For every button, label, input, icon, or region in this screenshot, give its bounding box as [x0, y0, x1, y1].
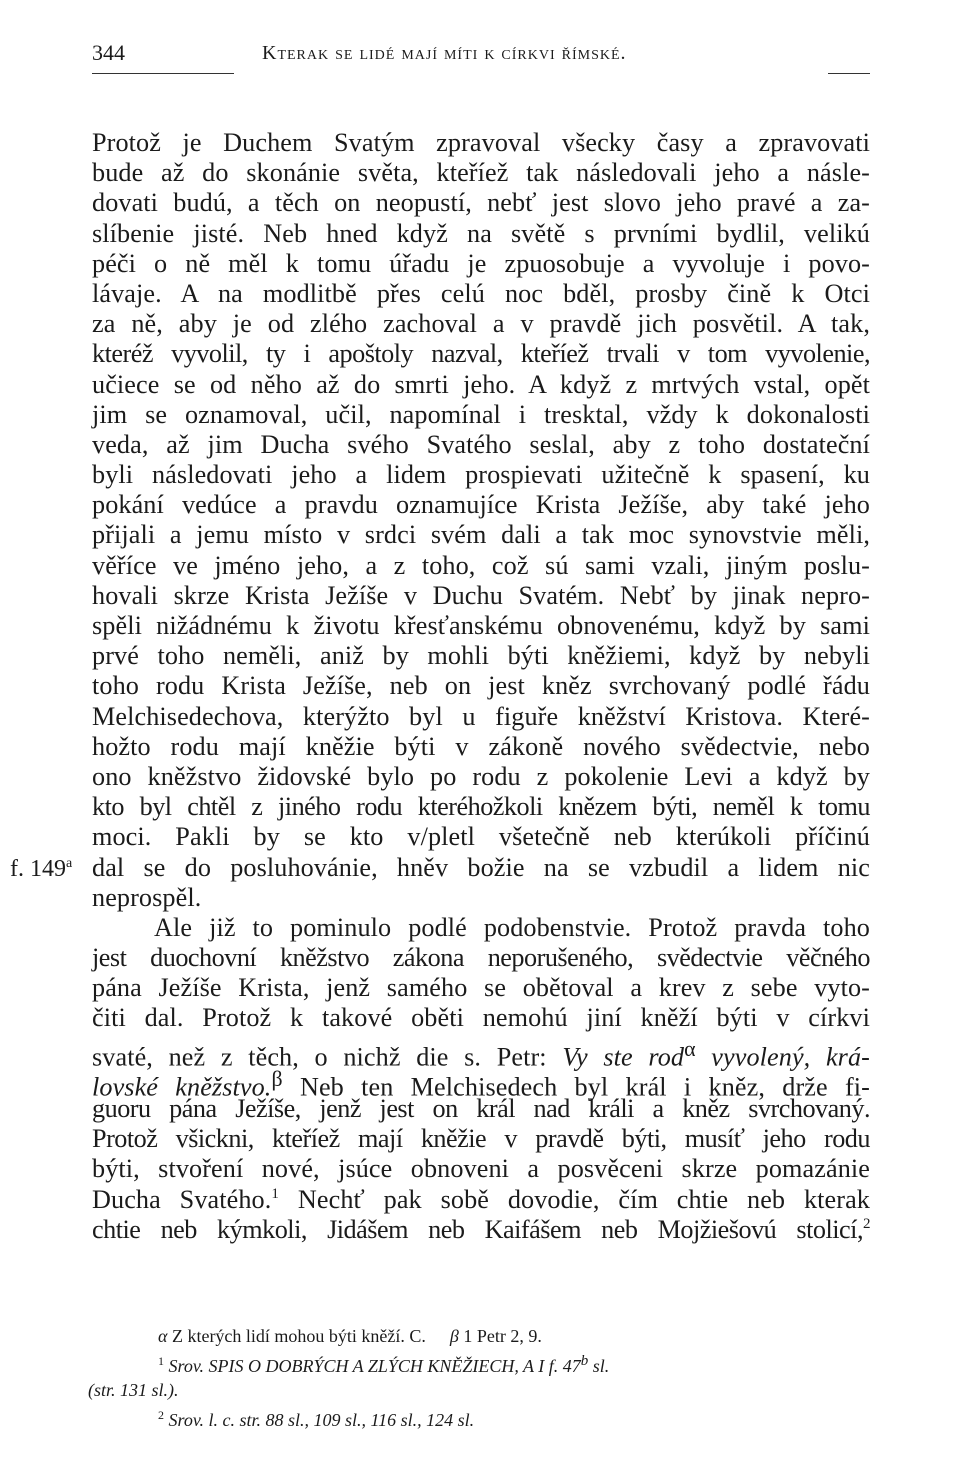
body-line-rest: Nechť pak sobě dovodie, čím chtie neb kterak [297, 1184, 870, 1214]
body-line: toho rodu Krista Ježíše, neb on jest kněz svrchovaný podlé řádu [92, 671, 870, 701]
body-line: hovali skrze Krista Ježíše v Duchu Svatém. Nebť by jinak nepro- [92, 580, 870, 610]
header-rule-left [92, 73, 234, 74]
body-line [92, 1064, 871, 1102]
body-line: Protož všickni, kteříež mají kněžie v pravdě býti, musíť jeho rodu [92, 1124, 870, 1154]
footnote-1-number: 1 [158, 1353, 164, 1368]
body-line: hožto rodu mají kněžie býti v zákoně nového svědectvie, nebo [92, 731, 870, 761]
body-line: ono kněžstvo židovské bylo po rodu z pokolenie Levi a když by [92, 761, 870, 791]
page-number: 344 [92, 40, 125, 65]
body-line: neprospěl. [92, 882, 202, 912]
body-text [92, 128, 870, 1245]
scripture-quote-end: lovské kněžstvo. [92, 1072, 272, 1102]
body-line [92, 1034, 870, 1072]
body-line: bude až do skonánie světa, kteříež tak následovali jeho a násle- [92, 158, 870, 188]
body-line: kto byl chtěl z jiného rodu kteréhožkoli knězem býti, neměl k tomu [92, 792, 870, 822]
body-line [92, 1185, 870, 1215]
body-line-rest: Neb ten Melchisedech byl král i kněz, drže fi- [299, 1072, 871, 1102]
header-rule-right [828, 73, 870, 74]
footnote-1-text: Srov. SPIS O DOBRÝCH A ZLÝCH KNĚŽIECH, A I f. 47 [168, 1355, 581, 1376]
scripture-quote: Vy ste rod [562, 1042, 685, 1072]
body-line: jest duochovní kněžstvo zákona neporušeného, svědectvie věčného [92, 943, 870, 973]
folio-number: f. 149 [10, 856, 66, 882]
footnote-ref-1: 1 [271, 1185, 280, 1202]
body-line: jim se oznamoval, učil, napomínal i tresktal, vždy k dokonalosti [92, 399, 870, 429]
footnote-ref-2: 2 [863, 1215, 870, 1232]
footnote-1-sup: b [580, 1352, 589, 1369]
body-line: přijali a jemu místo v srdci svém dali a tak moc synovstvie měli, [92, 520, 870, 550]
footnote-1 [92, 1349, 870, 1379]
scripture-quote-cont: vyvolený, krá- [711, 1042, 870, 1072]
body-line: dal se do posluhovánie, hněv božie na se vzbudil a lidem nic [92, 852, 870, 882]
body-line: spěli nižádnému k životu křesťanskému obnovenému, když by sami [92, 611, 870, 640]
body-line: guoru pána Ježíše, jenž jest on král nad králi a kněz svrchovaný. [92, 1094, 870, 1123]
running-head: Kterak se lidé mají míti k církvi římské. [262, 42, 627, 64]
body-line: lávaje. A na modlitbě přes celú noc bděl, prosby čině k Otci [92, 278, 870, 308]
footnote-1-tail: sl. [592, 1355, 610, 1376]
footnote-2-text: Srov. l. c. str. 88 sl., 109 sl., 116 sl., 124 sl. [168, 1409, 475, 1430]
body-line: čiti dal. Protož k takové oběti nemohú jiní kněží býti v církvi [92, 1003, 870, 1033]
body-line-start: svaté, než z těch, o nichž die s. Petr: [92, 1042, 547, 1072]
body-line: byli následovati jeho a lidem prospievati užitečně k spasení, ku [92, 460, 870, 490]
footnote-2 [92, 1403, 870, 1433]
body-line: býti, stvoření nové, jsúce obnoveni a posvěceni skrze pomazánie [92, 1154, 870, 1184]
body-line: moci. Pakli by se kto v/pletl všetečně neb kterúkoli příčinú [92, 822, 870, 852]
body-line: dovati budú, a těch on neopustí, nebť jest slovo jeho pravé a za- [92, 188, 870, 218]
body-line: slíbenie jisté. Neb hned když na světě s prvními bydlil, velikú [92, 218, 870, 248]
body-line: věříce ve jméno jeho, a z toho, což sú sami vzali, jiným poslu- [92, 550, 870, 580]
footnote-marker-alpha: α [158, 1326, 168, 1346]
body-line: pána Ježíše Krista, jenž samého se obětoval a krev z sebe vyto- [92, 973, 870, 1003]
body-line: za ně, aby je od zlého zachoval a v pravdě jich posvětil. A tak, [92, 309, 870, 339]
body-line: Melchisedechova, kterýžto byl u figuře kněžství Kristova. Které- [92, 701, 870, 731]
body-line: učiece se od něho až do smrti jeho. A když z mrtvých vstal, opět [92, 369, 870, 399]
body-line-start: chtie neb kýmkoli, Jidášem neb Kaifášem neb Mojžiešovú stolicí, [92, 1214, 863, 1244]
body-line-start: Ducha Svatého. [92, 1184, 272, 1214]
page-header [92, 40, 870, 80]
footnotes [88, 1324, 870, 1432]
body-line: prvé toho neměli, aniž by mohli býti kněžiemi, když by nebyli [92, 641, 870, 671]
folio-side: a [66, 856, 73, 871]
footnote-ref-alpha: α [684, 1036, 696, 1061]
footnote-marker-beta: β [449, 1326, 459, 1346]
body-line: Ale již to pominulo podlé podobenstvie. Protož pravda toho [154, 912, 870, 942]
footnote-1-continuation: (str. 131 sl.). [88, 1380, 179, 1400]
folio-margin-note [10, 856, 72, 883]
body-line: Protož je Duchem Svatým zpravoval všecky časy a zpravovati [92, 128, 870, 157]
footnote-2-number: 2 [158, 1407, 164, 1422]
body-line: péči o ně měl k tomu úřadu je zpuosobuje a vyvoluje i povo- [92, 248, 870, 278]
body-line: pokání vedúce a pravdu oznamujíce Krista Ježíše, aby také jeho [92, 490, 870, 520]
footnote-ref-beta: β [271, 1066, 283, 1091]
footnote-alpha-text: Z kterých lidí mohou býti kněží. C. [171, 1326, 426, 1346]
footnote-beta-text: 1 Petr 2, 9. [463, 1326, 542, 1346]
footnote-alpha-beta [92, 1324, 870, 1349]
body-line [92, 1215, 870, 1245]
body-line: veda, až jim Ducha svého Svatého seslal, aby z toho dostateční [92, 429, 870, 459]
body-line: kteréž vyvolil, ty i apoštoly nazval, kteříež trvali v tom vyvolenie, [92, 339, 870, 369]
